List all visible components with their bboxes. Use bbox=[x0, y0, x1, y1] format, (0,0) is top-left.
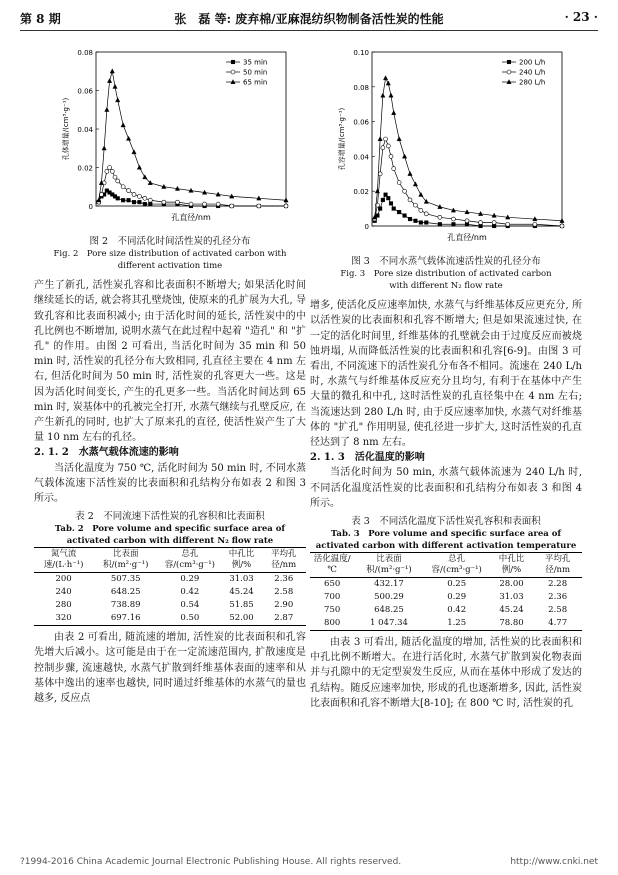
data-point bbox=[113, 84, 117, 88]
table3 bbox=[310, 552, 582, 631]
fig3-caption-en-line1: Fig. 3 Pore size distribution of activated carbon bbox=[340, 269, 552, 280]
data-point bbox=[105, 107, 109, 111]
right-paragraph-2: 当活化时间为 50 min, 水蒸气载体流速为 240 L/h 时, 不同活化温度活性炭的比表面积和孔结构分布如表 3 和图 4 所示。 bbox=[310, 467, 582, 509]
data-point bbox=[384, 193, 388, 197]
issue-number: 第 8 期 bbox=[20, 12, 61, 26]
y-tick-label: 0.02 bbox=[77, 164, 93, 173]
cnki-link[interactable]: http://www.cnki.net bbox=[510, 857, 598, 867]
data-point bbox=[102, 146, 106, 150]
y-tick-label: 0.04 bbox=[353, 153, 369, 162]
table2-header-2: 总孔容/(cm³·g⁻¹) bbox=[158, 548, 221, 573]
y-tick-label: 0.04 bbox=[77, 126, 93, 134]
right-paragraph-1: 增多, 使活化反应速率加快, 水蒸气与纤维基体反应更充分, 所以活性炭的比表面积和孔容不断增大; 但是如果流速过快, 在一定的活化时间里, 纤维基体的孔壁就会由于过度反应而被烧蚀坍塌, 从而降低活性炭的比表面积和孔容[6-9]。由图 3 可看出, 不同流速下的活性炭孔分布各不相同。流速在 240 L/h 时, 水蒸气与纤维基体反应充分且均匀, 有利于在基体中产生大量的微孔和中孔, 这时活性炭的孔直径集中在 4 nm 左右; 当流速达到 280 L/h 时, 由于反应速率加快, 水蒸气对纤维基体的 "扩孔" 作用明显, 使孔径进一步扩大, 这时活性炭的孔直径达到了 8 nm 左右。 bbox=[310, 300, 582, 449]
data-point bbox=[381, 146, 385, 150]
data-point bbox=[392, 111, 396, 115]
data-point bbox=[386, 81, 390, 85]
table-cell: 280 bbox=[55, 600, 72, 611]
data-point bbox=[438, 215, 442, 219]
data-point bbox=[127, 198, 131, 202]
table-cell: 200 bbox=[55, 574, 72, 585]
data-point bbox=[121, 198, 125, 202]
fig3-caption-en bbox=[310, 268, 582, 292]
table3-title-cn: 表 3 不同活化温度下活性炭孔容积和表面积 bbox=[351, 516, 541, 528]
data-point bbox=[132, 200, 136, 204]
legend-label: 240 L/h bbox=[519, 68, 546, 77]
table-cell: 750 bbox=[324, 605, 341, 616]
table2-title-en bbox=[34, 523, 306, 547]
data-point bbox=[203, 202, 207, 206]
table-cell: 2.36 bbox=[274, 574, 294, 585]
table-cell: 78.80 bbox=[490, 617, 534, 631]
table-row bbox=[310, 604, 582, 617]
y-tick-label: 0.08 bbox=[77, 49, 93, 57]
data-point bbox=[383, 76, 387, 80]
data-point bbox=[408, 171, 412, 175]
legend-marker bbox=[231, 70, 235, 74]
data-point bbox=[376, 214, 380, 218]
data-point bbox=[175, 200, 179, 204]
table2 bbox=[34, 547, 306, 626]
table3-header-4: 平均孔径/nm bbox=[533, 553, 582, 578]
legend-label: 65 min bbox=[243, 78, 268, 87]
section-2-1-2-heading: 2. 1. 2 水蒸气载体流速的影响 bbox=[34, 447, 179, 459]
data-point bbox=[392, 207, 396, 211]
table-cell: 507.35 bbox=[110, 574, 141, 585]
left-paragraph-3: 由表 2 可看出, 随流速的增加, 活性炭的比表面积和孔容先增大后减小。这可能是由于在一定流速范围内, 扩散速度是控制步骤, 流速越快, 水蒸气扩散到纤维基体表面的速率和从基体中逸出的速率也越快, 同时通过纤维基体的水蒸气的量也越多, 反应点 bbox=[34, 632, 306, 705]
table-cell: 1 047.34 bbox=[354, 617, 423, 631]
left-column bbox=[34, 40, 306, 706]
fig2-caption-cn: 图 2 不同活化时间活性炭的孔径分布 bbox=[89, 236, 251, 248]
table2-title-en-line2: activated carbon with different N₂ flow rate bbox=[66, 536, 274, 547]
data-point bbox=[143, 175, 147, 179]
table3-title-en bbox=[310, 528, 582, 552]
legend-marker bbox=[507, 60, 511, 64]
running-title: 张 磊 等: 废弃棉/亚麻混纺织物制备活性炭的性能 bbox=[174, 12, 444, 26]
legend-marker bbox=[231, 60, 235, 64]
table-cell: 0.29 bbox=[180, 574, 200, 585]
table-cell: 51.85 bbox=[229, 600, 254, 611]
data-point bbox=[116, 98, 120, 102]
data-point bbox=[424, 221, 428, 225]
table-cell: 45.24 bbox=[499, 605, 524, 616]
table-cell: 697.16 bbox=[93, 612, 158, 626]
y-tick-label: 0 bbox=[364, 223, 369, 231]
data-point bbox=[132, 192, 136, 196]
table2-header-1: 比表面积/(m²·g⁻¹) bbox=[93, 548, 158, 573]
y-tick-label: 0.10 bbox=[353, 49, 369, 57]
table-cell: 31.03 bbox=[499, 592, 524, 603]
left-paragraph-1: 产生了新孔, 活性炭孔容和比表面积不断增大; 如果活化时间继续延长的话, 就会将其孔壁烧蚀, 使原来的孔扩展为大孔, 导致孔容和比表面积减小; 由于活化时间的延长, 活性炭中的中孔比例也不断增加, 说明水蒸气在此过程中起着 "造孔" 和 "扩孔" 的作用。由图 2 可看出, 当活化时间为 35 min 和 50 min 时, 活性炭的孔径分布大致相同, 孔直径主要在 4 nm 左右, 但活化时间为 50 min 时, 活性炭的孔容更大一些。这是因为活化时间变长, 产生的孔更多一些。当活化时间达到 65 min 时, 炭基体中的孔被完全打开, 水蒸气继续与孔壁反应, 在产生新孔的同时, 也扩大了原来孔的直径, 使活性炭产生了大量 10 nm 左右的孔径。 bbox=[34, 280, 306, 444]
table-cell: 2.36 bbox=[548, 592, 568, 603]
section-2-1-3-heading: 2. 1. 3 活化温度的影响 bbox=[310, 452, 425, 464]
table-row bbox=[310, 578, 582, 592]
data-point bbox=[389, 202, 393, 206]
data-point bbox=[143, 202, 147, 206]
table-cell: 0.29 bbox=[447, 592, 467, 603]
data-point bbox=[389, 154, 393, 158]
header-rule bbox=[20, 30, 598, 31]
data-point bbox=[121, 185, 125, 189]
table3-title-en-line1: Tab. 3 Pore volume and specific surface area of bbox=[330, 529, 562, 540]
data-point bbox=[403, 189, 407, 193]
data-point bbox=[465, 219, 469, 223]
data-point bbox=[424, 212, 428, 216]
x-axis-label: 孔直径/nm bbox=[171, 213, 211, 222]
data-point bbox=[378, 137, 382, 141]
data-point bbox=[138, 200, 142, 204]
table3-header-0: 活化温度/℃ bbox=[310, 553, 354, 578]
fig3-caption-cn: 图 3 不同水蒸气载体流速活性炭的孔径分布 bbox=[351, 256, 541, 268]
data-point bbox=[113, 175, 117, 179]
data-point bbox=[110, 169, 114, 173]
table-cell: 432.17 bbox=[374, 579, 404, 590]
table-cell: 650 bbox=[324, 579, 341, 590]
y-tick-label: 0.08 bbox=[353, 83, 369, 92]
table2-header-4: 平均孔径/nm bbox=[262, 548, 306, 573]
table3-header-2: 总孔容/(cm³·g⁻¹) bbox=[424, 553, 490, 578]
data-point bbox=[257, 204, 261, 208]
data-point bbox=[419, 221, 423, 225]
table-cell: 0.50 bbox=[158, 612, 221, 626]
fig2-chart bbox=[34, 40, 306, 230]
table-cell: 2.90 bbox=[274, 600, 294, 611]
table-cell: 0.54 bbox=[180, 600, 200, 611]
data-point bbox=[397, 210, 401, 214]
table-cell: 240 bbox=[55, 587, 72, 598]
data-point bbox=[105, 169, 109, 173]
data-point bbox=[148, 202, 152, 206]
footer bbox=[20, 857, 598, 867]
data-point bbox=[560, 224, 564, 228]
data-point bbox=[533, 222, 537, 226]
data-point bbox=[143, 196, 147, 200]
data-point bbox=[506, 222, 510, 226]
data-point bbox=[116, 179, 120, 183]
table-cell: 648.25 bbox=[110, 587, 141, 598]
table-cell: 4.77 bbox=[533, 617, 582, 631]
table-row bbox=[34, 612, 306, 626]
table-cell: 648.25 bbox=[374, 605, 404, 616]
right-column bbox=[310, 40, 582, 711]
y-axis-label: 孔容增量/(cm³·g⁻¹) bbox=[338, 107, 346, 171]
table-cell: 2.28 bbox=[548, 579, 568, 590]
y-axis-label: 孔体增量/(cm³·g⁻¹) bbox=[62, 97, 70, 161]
data-point bbox=[189, 202, 193, 206]
data-point bbox=[137, 194, 141, 198]
legend-marker bbox=[507, 70, 511, 74]
table-cell: 738.89 bbox=[110, 600, 141, 611]
table2-header-0: 氮气流速/(L·h⁻¹) bbox=[34, 548, 93, 573]
fig2-caption-en-line2: different activation time bbox=[117, 261, 223, 272]
table-cell: 52.00 bbox=[221, 612, 261, 626]
data-point bbox=[108, 166, 112, 170]
data-point bbox=[403, 214, 407, 218]
data-point bbox=[389, 93, 393, 97]
data-point bbox=[397, 137, 401, 141]
table-cell: 2.58 bbox=[548, 605, 568, 616]
table2-header-3: 中孔比例/% bbox=[221, 548, 261, 573]
table-cell: 0.42 bbox=[180, 587, 200, 598]
data-point bbox=[381, 198, 385, 202]
table-row bbox=[310, 591, 582, 604]
table3-title-en-line2: activated carbon with different activation temperature bbox=[315, 541, 577, 552]
series-line bbox=[375, 78, 562, 221]
data-point bbox=[413, 182, 417, 186]
legend-label: 50 min bbox=[243, 68, 268, 77]
fig3-caption-en-line2: with different N₂ flow rate bbox=[389, 281, 503, 292]
data-point bbox=[408, 217, 412, 221]
data-point bbox=[419, 208, 423, 212]
data-point bbox=[408, 198, 412, 202]
table-cell: 700 bbox=[324, 592, 341, 603]
data-point bbox=[121, 123, 125, 127]
data-point bbox=[384, 137, 388, 141]
data-point bbox=[127, 189, 131, 193]
table-cell: 500.29 bbox=[374, 592, 404, 603]
data-point bbox=[162, 200, 166, 204]
data-point bbox=[284, 204, 288, 208]
data-point bbox=[402, 154, 406, 158]
data-point bbox=[438, 222, 442, 226]
data-point bbox=[137, 165, 141, 169]
data-point bbox=[107, 78, 111, 82]
table-cell: 45.24 bbox=[229, 587, 254, 598]
data-point bbox=[126, 136, 130, 140]
data-point bbox=[381, 93, 385, 97]
legend-label: 280 L/h bbox=[519, 78, 546, 87]
table-cell: 1.25 bbox=[424, 617, 490, 631]
data-point bbox=[216, 202, 220, 206]
data-point bbox=[492, 221, 496, 225]
table-cell: 0.25 bbox=[447, 579, 467, 590]
right-paragraph-3: 由表 3 可看出, 随活化温度的增加, 活性炭的比表面积和中孔比例不断增大。在进行活化时, 水蒸气扩散到炭化物表面并与孔隙中的无定型炭发生反应, 从而在基体中形成了发达的孔结构。随反应速率加快, 形成的孔也逐渐增多, 因此, 活性炭比表面积和孔容不断增大[8-10]; 在 800 ℃ 时, 活性炭的孔 bbox=[310, 637, 582, 709]
table-cell: 0.42 bbox=[447, 605, 467, 616]
fig3-chart bbox=[310, 40, 582, 250]
y-tick-label: 0.02 bbox=[353, 188, 369, 197]
data-point bbox=[132, 150, 136, 154]
left-paragraph-2: 当活化温度为 750 ℃, 活化时间为 50 min 时, 不同水蒸气载体流速下活性炭的比表面积和孔结构分布如表 2 和图 3 所示。 bbox=[34, 462, 306, 505]
table-row bbox=[34, 573, 306, 587]
x-axis-label: 孔直径/nm bbox=[447, 233, 487, 242]
table-cell: 320 bbox=[34, 612, 93, 626]
table-cell: 800 bbox=[310, 617, 354, 631]
table-cell: 2.87 bbox=[262, 612, 306, 626]
y-tick-label: 0.06 bbox=[353, 118, 369, 127]
page-number: · 23 · bbox=[564, 10, 598, 24]
data-point bbox=[378, 207, 382, 211]
data-point bbox=[451, 217, 455, 221]
table-row bbox=[310, 617, 582, 631]
data-point bbox=[230, 204, 234, 208]
fig2-caption-en bbox=[34, 248, 306, 272]
legend-label: 35 min bbox=[243, 58, 268, 67]
table2-title-cn: 表 2 不同流速下活性炭的孔容积和比表面积 bbox=[75, 511, 265, 523]
data-point bbox=[479, 221, 483, 225]
data-point bbox=[386, 196, 390, 200]
data-point bbox=[148, 198, 152, 202]
legend-label: 200 L/h bbox=[519, 58, 546, 67]
table-cell: 28.00 bbox=[499, 579, 524, 590]
running-header bbox=[20, 8, 598, 28]
table-row bbox=[34, 599, 306, 612]
data-point bbox=[116, 197, 120, 201]
table3-header-1: 比表面积/(m²·g⁻¹) bbox=[354, 553, 423, 578]
table-cell: 2.58 bbox=[274, 587, 294, 598]
data-point bbox=[110, 69, 114, 73]
table2-title-en-line1: Tab. 2 Pore volume and specific surface area of bbox=[54, 524, 286, 535]
data-point bbox=[419, 192, 423, 196]
table-row bbox=[34, 586, 306, 599]
table3-header-3: 中孔比例/% bbox=[490, 553, 534, 578]
series-line bbox=[99, 68, 286, 200]
data-point bbox=[452, 222, 456, 226]
table-cell: 31.03 bbox=[229, 574, 254, 585]
copyright-notice: ?1994-2016 China Academic Journal Electronic Publishing House. All rights reserved. bbox=[20, 857, 402, 867]
data-point bbox=[397, 181, 401, 185]
fig2-caption-en-line1: Fig. 2 Pore size distribution of activated carbon with bbox=[53, 249, 287, 260]
data-point bbox=[386, 144, 390, 148]
data-point bbox=[413, 203, 417, 207]
y-tick-label: 0.06 bbox=[77, 87, 93, 96]
data-point bbox=[392, 167, 396, 171]
y-tick-label: 0 bbox=[88, 203, 93, 211]
data-point bbox=[414, 219, 418, 223]
